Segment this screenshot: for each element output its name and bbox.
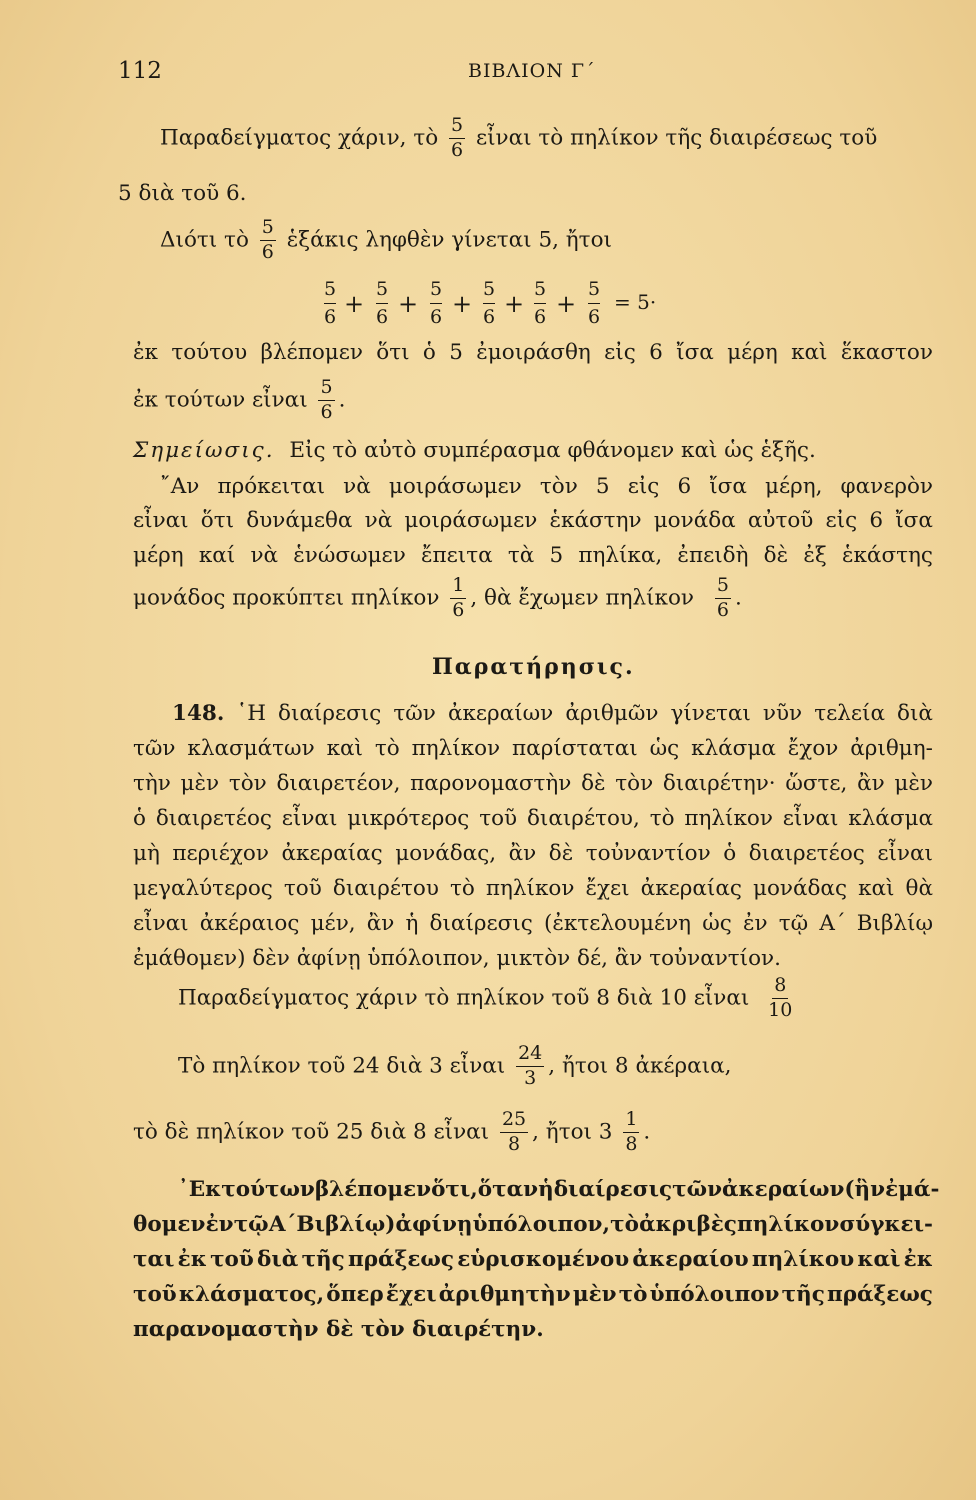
eq-fraction: 5 6 [324,278,337,328]
eq-fraction: 5 6 [588,278,601,328]
text-line: μεγαλύτερος τοῦ διαιρέτου τὸ πηλίκον ἔχει ἀκεραίας μονάδας καὶ θὰ [133,876,933,901]
text-line: εἶναι ἀκέραιος μέν, ἂν ἡ διαίρεσις (ἐκτελουμένη ὡς ἐν τῷ Α΄ Βιβλίῳ [133,911,933,936]
text-line: Παραδείγματος χάριν τὸ πηλίκον τοῦ 8 διὰ 10 εἶναι $\frac{8}{10}$ [178,974,793,1021]
text-line: τοῦ κλάσματος, ὅπερ ἔχει ἀριθμητὴν μὲν τὸ ὑπόλοιπον τῆς πράξεως [133,1282,933,1307]
text-line: μὴ περιέχον ἀκεραίας μονάδας, ἂν δὲ τοὐναντίον ὁ διαιρετέος εἶναι [133,841,933,866]
plus-sign: + [556,290,577,318]
eq-fraction: 5 6 [430,278,443,328]
fraction: $\frac{5}{6}$ [261,216,274,263]
text-line: μέρη καί νὰ ἑνώσωμεν ἔπειτα τὰ 5 πηλίκα, ἐπειδὴ δὲ ἐξ ἑκάστης [133,543,933,568]
text-line: ται ἐκ τοῦ διὰ τῆς πράξεως εὑρισκομένου ἀκεραίου πηλίκου καὶ ἐκ [133,1247,933,1272]
text-line: Τὸ πηλίκον τοῦ 24 διὰ 3 εἶναι $\frac{24}{3}$ , ἤτοι 8 ἀκέραια, [178,1042,732,1089]
plus-sign: + [398,290,419,318]
eq-fraction: 5 6 [483,278,496,328]
note-label: Σημείωσις. [133,438,275,463]
fraction: $\frac{1}{8}$ [625,1108,638,1155]
text-line: ὁ διαιρετέος εἶναι μικρότερος τοῦ διαιρέτου, τὸ πηλίκον εἶναι κλάσμα [133,806,933,831]
running-head: ΒΙΒΛΙΟΝ Γ΄ [468,60,596,82]
example-line-1 [160,116,877,161]
section-heading: Παρατήρησις. [432,654,635,680]
fraction: $\frac{5}{6}$ [451,114,464,161]
page-number: 112 [118,58,162,84]
fraction: $\frac{5}{6}$ [320,376,333,423]
fraction: $\frac{1}{6}$ [452,574,465,621]
text-line: θομεν ἐν τῷ Α΄ Βιβλίῳ) ἀφίνῃ ὑπόλοιπον, τὸ ἀκριβὲς πηλίκον σύγκει- [133,1212,933,1237]
text-line: ᾿Εκ τούτων βλέπομεν ὅτι, ὅταν ἡ διαίρεσις τῶν ἀκεραίων (ἣν ἐμά- [178,1177,940,1202]
text: Διότι τὸ [160,227,249,253]
note-line: Σημείωσις. Εἰς τὸ αὐτὸ συμπέρασμα φθάνομεν καὶ ὡς ἑξῆς. [133,438,816,463]
plus-sign: + [504,290,525,318]
paragraph-number: 148. [172,701,225,726]
text-line: τὴν μὲν τὸν διαιρετέον, παρονομαστὴν δὲ τὸν διαιρέτην· ὥστε, ἂν μὲν [133,771,933,796]
eq-fraction: 5 6 [376,278,389,328]
text-line: τὸ δὲ πηλίκον τοῦ 25 διὰ 8 εἶναι $\frac{25}{8}$ , ἤτοι 3 $\frac{1}{8}$ . [133,1108,651,1155]
text-line: εἶναι ὅτι δυνάμεθα νὰ μοιράσωμεν ἑκάστην μονάδα αὐτοῦ εἰς 6 ἴσα [133,508,933,533]
plus-sign: + [344,290,365,318]
fraction: $\frac{24}{3}$ [518,1042,543,1089]
fraction: $\frac{8}{10}$ [768,974,793,1021]
text: εἶναι τὸ πηλίκον τῆς διαιρέσεως τοῦ [475,125,878,151]
text-line: τῶν κλασμάτων καὶ τὸ πηλίκον παρίσταται ὡς κλάσμα ἔχον ἀριθμη- [133,736,933,761]
text-line: ἐκ τούτου βλέπομεν ὅτι ὁ 5 ἐμοιράσθη εἰς 6 ἴσα μέρη καὶ ἕκαστον [133,340,933,365]
text: ἑξάκις ληφθὲν γίνεται 5, ἤτοι [286,227,612,253]
page-header [0,58,976,88]
reason-line [160,218,612,263]
text-line: ἐμάθομεν) δὲν ἀφίνῃ ὑπόλοιπον, μικτὸν δέ, ἂν τοὐναντίον. [133,946,781,971]
text-line: 148. ῾Η διαίρεσις τῶν ἀκεραίων ἀριθμῶν γίνεται νῦν τελεία διὰ [172,701,933,726]
text-line: ἐκ τούτων εἶναι $\frac{5}{6}$ . [133,376,346,423]
eq-fraction: 5 6 [534,278,547,328]
text-line: μονάδος προκύπτει πηλίκον $\frac{1}{6}$ , θὰ ἔχωμεν πηλίκον $\frac{5}{6}$ . [133,574,742,621]
fraction: $\frac{5}{6}$ [716,574,729,621]
text-line: ῎Αν πρόκειται νὰ μοιράσωμεν τὸν 5 εἰς 6 ἴσα μέρη, φανερὸν [160,474,933,499]
equals-result: = 5· [614,290,657,314]
text: Παραδείγματος χάριν, τὸ [160,125,439,151]
example-line-2: 5 διὰ τοῦ 6. [118,181,247,206]
fraction: $\frac{25}{8}$ [501,1108,527,1155]
text-line: παρανομαστὴν δὲ τὸν διαιρέτην. [133,1317,544,1342]
plus-sign: + [452,290,473,318]
